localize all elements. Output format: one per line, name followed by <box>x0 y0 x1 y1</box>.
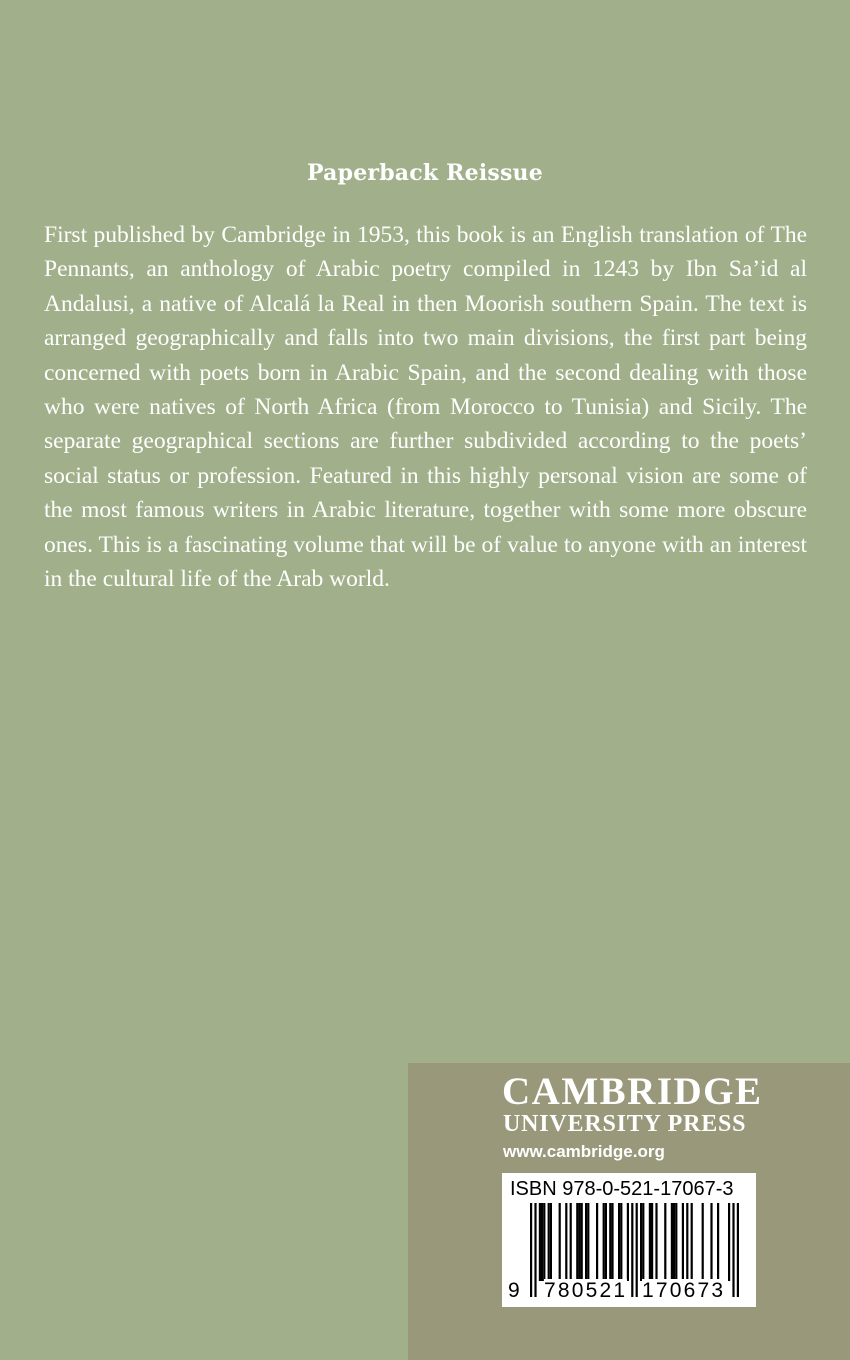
barcode-bar <box>611 1203 613 1281</box>
barcode-bar <box>627 1203 629 1281</box>
reissue-heading: Paperback Reissue <box>307 160 543 186</box>
barcode-bar <box>550 1203 552 1281</box>
barcode-bar <box>728 1203 730 1281</box>
barcode-bar <box>585 1203 587 1281</box>
barcode-bar <box>651 1203 653 1281</box>
barcode-bar <box>640 1203 642 1281</box>
barcode-guard-bar <box>737 1203 739 1297</box>
barcode-digits-left: 780521 <box>544 1279 628 1302</box>
barcode-bar <box>686 1203 688 1281</box>
barcode-bar <box>578 1203 580 1281</box>
barcode-bar <box>675 1203 677 1281</box>
publisher-subtitle: UNIVERSITY PRESS <box>503 1111 747 1137</box>
barcode-bar <box>548 1203 550 1281</box>
barcode-bar <box>673 1203 675 1281</box>
barcode-bar <box>603 1203 605 1281</box>
barcode-bar <box>605 1203 607 1281</box>
isbn-label: ISBN 978-0-521-17067-3 <box>510 1178 734 1200</box>
barcode-bar <box>596 1203 598 1281</box>
barcode-bar <box>559 1203 561 1281</box>
barcode-bar <box>581 1203 583 1281</box>
barcode-bar <box>717 1203 719 1281</box>
barcode-bar <box>541 1203 543 1281</box>
barcode-bar <box>702 1203 704 1281</box>
barcode-bar <box>649 1203 651 1281</box>
barcode-bar <box>655 1203 657 1281</box>
barcode-guard-bar <box>534 1203 536 1297</box>
barcode-guard-bar <box>636 1203 638 1297</box>
publisher-name: CAMBRIDGE <box>502 1070 763 1113</box>
barcode-bar <box>682 1203 684 1281</box>
barcode-guard-bar <box>530 1203 532 1297</box>
barcode-bar <box>543 1203 545 1281</box>
barcode-bar <box>570 1203 572 1281</box>
book-description: First published by Cambridge in 1953, this book is an English translation of The Pennants, an anthology of Arabic poetry compiled in 1243 by Ibn Sa’id al Andalusi, a native of Alcalá la Real in then Moorish southern Spain. The text is arranged geographically and falls into two main divisions, the first part being concerned with poets born in Arabic Spain, and the second dealing with those who were natives of North Africa (from Morocco to Tunisia) and Sicily. The separate geographical sections are further subdivided according to the poets’ social status or profession. Featured in this highly personal vision are some of the most famous writers in Arabic literature, together with some more obscure ones. This is a fascinating volume that will be of value to anyone with an interest in the cultural life of the Arab world. <box>44 222 807 593</box>
isbn-barcode <box>502 1173 756 1307</box>
barcode-bar <box>671 1203 673 1281</box>
barcode-bar <box>710 1203 712 1281</box>
publisher-panel <box>408 1063 850 1360</box>
barcode-bar <box>618 1203 620 1281</box>
barcode-bar <box>691 1203 693 1281</box>
barcode-bar <box>576 1203 578 1281</box>
barcode-digits-right: 170673 <box>642 1279 726 1302</box>
barcode-guard-bar <box>631 1203 633 1297</box>
barcode-bar <box>620 1203 622 1281</box>
barcode-guard-bar <box>732 1203 734 1297</box>
publisher-website: www.cambridge.org <box>503 1142 665 1161</box>
barcode-bar <box>642 1203 644 1281</box>
barcode-bar <box>664 1203 666 1281</box>
barcode-bar <box>609 1203 611 1281</box>
barcode-digit-first: 9 <box>508 1279 520 1302</box>
barcode-bar <box>539 1203 541 1281</box>
barcode-bar <box>587 1203 589 1281</box>
barcode-bar <box>565 1203 567 1281</box>
